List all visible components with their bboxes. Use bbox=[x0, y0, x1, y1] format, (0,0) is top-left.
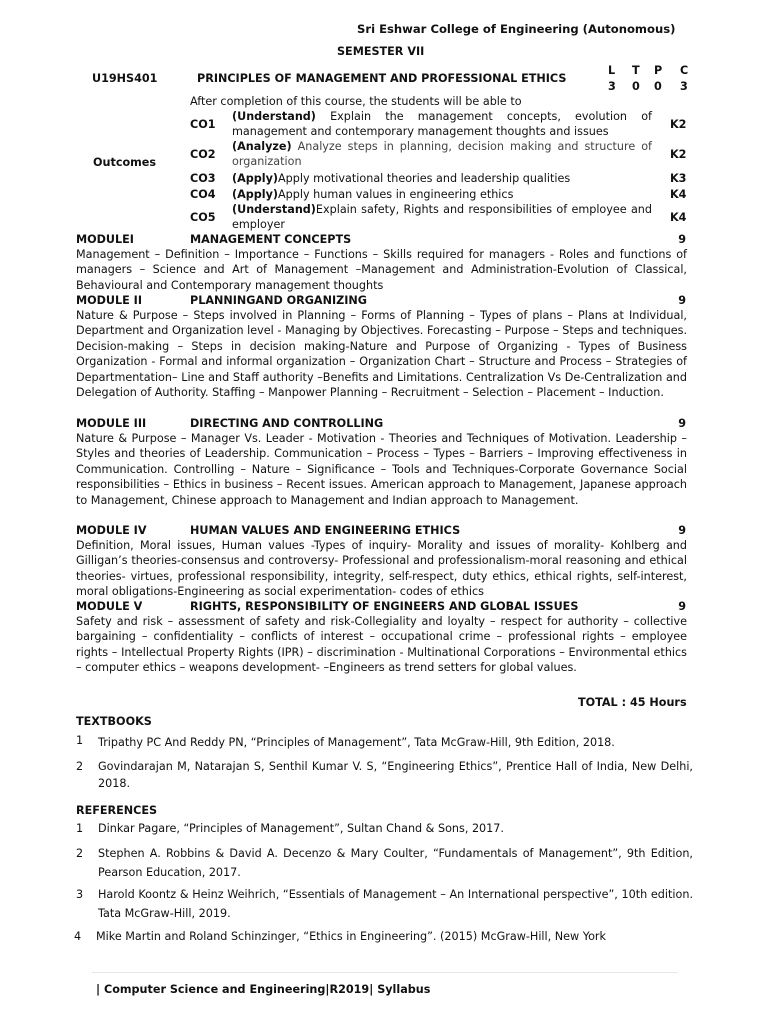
course-title: PRINCIPLES OF MANAGEMENT AND PROFESSIONAL ETHICS bbox=[197, 72, 567, 85]
co-text: Apply motivational theories and leadership qualities bbox=[278, 172, 571, 185]
module-number: MODULEI bbox=[76, 233, 134, 246]
item-number: 2 bbox=[76, 847, 84, 860]
college-name: Sri Eshwar College of Engineering (Autonomous) bbox=[357, 22, 676, 36]
co-text: Explain safety, Rights and responsibilities of employee and employer bbox=[232, 203, 652, 231]
item-text: Tripathy PC And Reddy PN, “Principles of Management”, Tata McGraw-Hill, 9th Edition, 2018. bbox=[98, 736, 615, 749]
co-description bbox=[232, 139, 652, 169]
module-body: Definition, Moral issues, Human values -Types of inquiry- Morality and issues of morality- Kohlberg and Gilligan’s theories-consensus and controversy- Professional and professionalism-moral reasoning and ethical theories- virtues, professional responsibility, integrity, self-respect, duty ethics, ethical rights, self-interest, moral obligations-Engineering as social experimentation- codes of ethics bbox=[76, 539, 687, 599]
outcomes-intro: After completion of this course, the students will be able to bbox=[190, 95, 522, 108]
module-number: MODULE II bbox=[76, 294, 143, 307]
co-knowledge-level: K2 bbox=[670, 118, 687, 131]
module-title: RIGHTS, RESPONSIBILITY OF ENGINEERS AND GLOBAL ISSUES bbox=[190, 600, 579, 613]
course-code: U19HS401 bbox=[92, 72, 158, 85]
references-heading: REFERENCES bbox=[76, 804, 158, 817]
module-title: HUMAN VALUES AND ENGINEERING ETHICS bbox=[190, 524, 461, 537]
item-text: Mike Martin and Roland Schinzinger, “Ethics in Engineering”. (2015) McGraw-Hill, New York bbox=[96, 930, 606, 943]
co-description bbox=[232, 202, 652, 232]
co-description bbox=[232, 187, 652, 202]
co-knowledge-level: K4 bbox=[670, 211, 687, 224]
co-level: (Analyze) bbox=[232, 140, 292, 153]
textbooks-heading: TEXTBOOKS bbox=[76, 715, 152, 728]
ltpc-t-label: T bbox=[632, 64, 640, 77]
module-hours: 9 bbox=[678, 294, 686, 307]
module-hours: 9 bbox=[678, 600, 686, 613]
item-number: 2 bbox=[76, 760, 84, 773]
co-text: Analyze steps in planning, decision making and structure of organization bbox=[232, 140, 652, 168]
co-description bbox=[232, 171, 652, 186]
item-text: Stephen A. Robbins & David A. Decenzo & Mary Coulter, “Fundamentals of Management”, 9th Edition, Pearson Education, 2017. bbox=[98, 847, 693, 879]
co-text: Apply human values in engineering ethics bbox=[278, 188, 514, 201]
item-number: 3 bbox=[76, 888, 84, 901]
item-text: Dinkar Pagare, “Principles of Management”, Sultan Chand & Sons, 2017. bbox=[98, 822, 504, 835]
item-number: 1 bbox=[76, 734, 84, 747]
semester-label: SEMESTER VII bbox=[337, 45, 425, 58]
item-number: 1 bbox=[76, 822, 84, 835]
co-code: CO1 bbox=[190, 118, 216, 131]
ltpc-p-value: 0 bbox=[654, 80, 662, 93]
co-knowledge-level: K3 bbox=[670, 172, 687, 185]
co-knowledge-level: K2 bbox=[670, 148, 687, 161]
ltpc-p-label: P bbox=[654, 64, 663, 77]
co-code: CO4 bbox=[190, 188, 216, 201]
co-level: (Apply) bbox=[232, 172, 279, 185]
co-code: CO3 bbox=[190, 172, 216, 185]
item-text: Govindarajan M, Natarajan S, Senthil Kumar V. S, “Engineering Ethics”, Prentice Hall of India, New Delhi, 2018. bbox=[98, 760, 693, 790]
ltpc-l-value: 3 bbox=[608, 80, 616, 93]
footer-text: | Computer Science and Engineering|R2019| Syllabus bbox=[96, 983, 431, 996]
item-number: 4 bbox=[74, 930, 82, 943]
module-number: MODULE V bbox=[76, 600, 143, 613]
item-text: Harold Koontz & Heinz Weihrich, “Essentials of Management – An International perspective”, 10th edition. Tata McGraw-Hill, 2019. bbox=[98, 888, 693, 920]
module-title: DIRECTING AND CONTROLLING bbox=[190, 417, 384, 430]
module-hours: 9 bbox=[678, 417, 686, 430]
module-body: Safety and risk – assessment of safety and risk-Collegiality and loyalty – respect for authority – collective bargaining – confidentiality – conflicts of interest – occupational crime – professional rights – employee rights – Intellectual Property Rights (IPR) – discrimination - Multinational Corporations – Environmental ethics – computer ethics – weapons development- –Engineers as trend setters for global values. bbox=[76, 615, 687, 675]
outcomes-label: Outcomes bbox=[93, 156, 157, 169]
module-title: MANAGEMENT CONCEPTS bbox=[190, 233, 352, 246]
ltpc-t-value: 0 bbox=[632, 80, 640, 93]
module-number: MODULE III bbox=[76, 417, 147, 430]
module-body: Nature & Purpose – Steps involved in Planning – Forms of Planning – Types of plans – Plans at Individual, Department and Organization level - Managing by Objectives. Forecasting – Purpose – Steps and techniques. Decision-making – Steps in decision making-Nature and Purpose of Organizing - Types of Business Organization - Formal and informal organization – Organization Chart – Structure and Process – Strategies of Departmentation– Line and Staff authority –Benefits and Limitations. Centralization Vs De-Centralization and Delegation of Authority. Staffing – Manpower Planning – Recruitment – Selection – Placement – Induction. bbox=[76, 309, 687, 400]
module-hours: 9 bbox=[678, 524, 686, 537]
module-number: MODULE IV bbox=[76, 524, 147, 537]
ltpc-c-label: C bbox=[680, 64, 689, 77]
footer-divider bbox=[92, 972, 678, 973]
co-level: (Understand) bbox=[232, 203, 316, 216]
co-code: CO2 bbox=[190, 148, 216, 161]
co-text: Explain the management concepts, evolution of management and contemporary management thoughts and issues bbox=[232, 110, 652, 138]
total-hours: TOTAL : 45 Hours bbox=[578, 696, 687, 709]
ltpc-c-value: 3 bbox=[680, 80, 688, 93]
module-hours: 9 bbox=[678, 233, 686, 246]
ltpc-l-label: L bbox=[608, 64, 616, 77]
module-title: PLANNINGAND ORGANIZING bbox=[190, 294, 367, 307]
co-knowledge-level: K4 bbox=[670, 188, 687, 201]
co-level: (Understand) bbox=[232, 110, 316, 123]
co-description bbox=[232, 109, 652, 139]
co-level: (Apply) bbox=[232, 188, 279, 201]
module-body: Management – Definition – Importance – Functions – Skills required for managers - Roles and functions of managers – Science and Art of Management –Management and Administration-Evolution of Classical, Behavioural and Contemporary management thoughts bbox=[76, 248, 687, 292]
co-code: CO5 bbox=[190, 211, 216, 224]
module-body: Nature & Purpose – Manager Vs. Leader - Motivation - Theories and Techniques of Motivation. Leadership – Styles and theories of Leadership. Communication – Process – Types – Barriers – Improving effectiveness in Communication. Controlling – Nature – Significance – Tools and Techniques-Corporate Governance Social responsibilities – Ethics in business – Recent issues. American approach to Management, Japanese approach to Management, Chinese approach to Management and Indian approach to Management. bbox=[76, 432, 687, 507]
